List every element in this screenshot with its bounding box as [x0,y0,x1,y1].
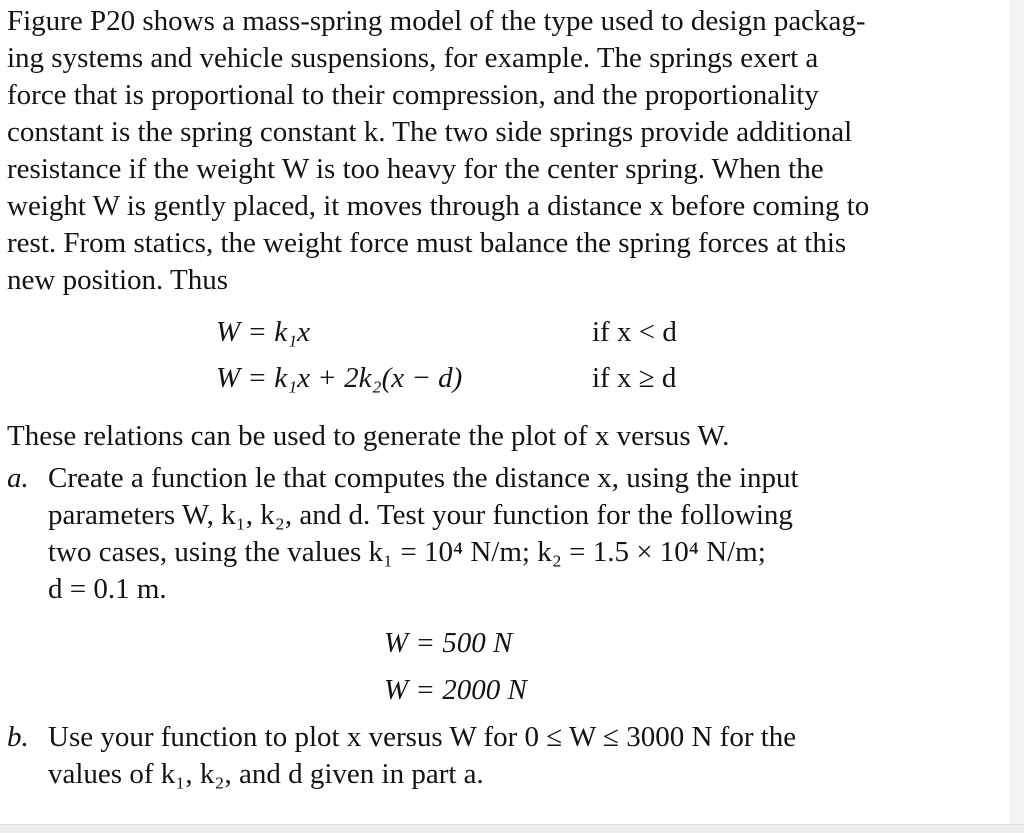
equation-2: W = k₁x + 2k₂(x − d) [216,362,463,394]
condition-2: if x ≥ d [592,362,677,394]
part-b-label: b. [7,721,29,753]
part-a-line-1: Create a function le that computes the distance x, using the input [48,462,799,494]
part-a-line-3: two cases, using the values k₁ = 10⁴ N/m; k₂ = 1.5 × 10⁴ N/m; [48,536,766,568]
paragraph-line-2: ing systems and vehicle suspensions, for example. The springs exert a [7,42,819,74]
paragraph-line-4: constant is the spring constant k. The two side springs provide additional [7,116,853,148]
paragraph-line-3: force that is proportional to their compression, and the proportionality [7,79,819,111]
paragraph-line-7: rest. From statics, the weight force must balance the spring forces at this [7,227,847,259]
relations-text: These relations can be used to generate the plot of x versus W. [7,420,730,452]
paragraph-line-6: weight W is gently placed, it moves through a distance x before coming to [7,190,870,222]
part-a-line-4: d = 0.1 m. [48,573,167,605]
paragraph-line-1: Figure P20 shows a mass-spring model of the type used to design packag- [7,5,866,37]
part-a-label: a. [7,462,29,494]
page-edge-shadow [1010,0,1024,833]
paragraph-line-8: new position. Thus [7,264,228,296]
part-a-line-2: parameters W, k₁, k₂, and d. Test your function for the following [48,499,793,531]
case-w-500: W = 500 N [384,627,513,659]
part-b-line-2: values of k₁, k₂, and d given in part a. [48,758,484,790]
page-bottom-border [0,824,1024,833]
equation-1: W = k₁x [216,316,311,348]
case-w-2000: W = 2000 N [384,674,527,706]
part-b-line-1: Use your function to plot x versus W for 0 ≤ W ≤ 3000 N for the [48,721,797,753]
condition-1: if x < d [592,316,677,348]
paragraph-line-5: resistance if the weight W is too heavy for the center spring. When the [7,153,824,185]
